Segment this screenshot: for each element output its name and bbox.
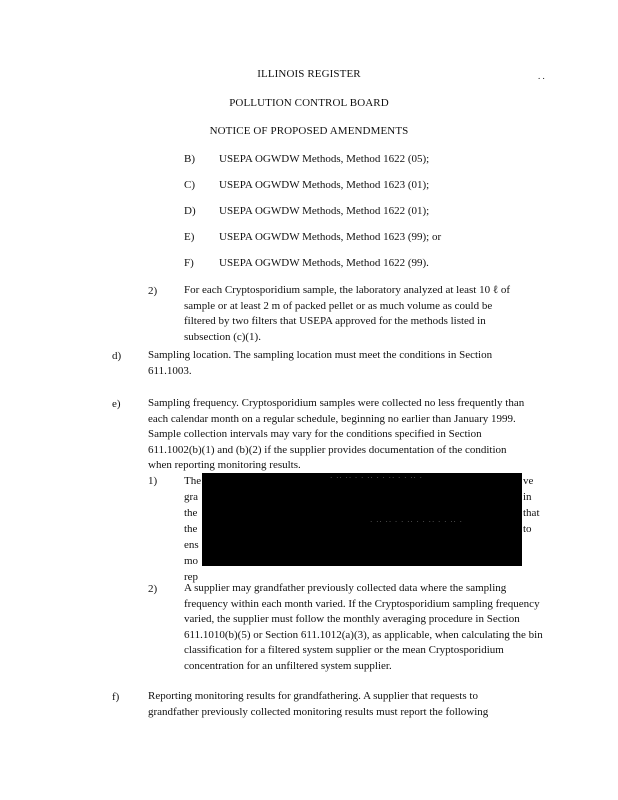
method-label: E): [184, 231, 195, 243]
redaction-block: [202, 473, 522, 566]
board-title: POLLUTION CONTROL BOARD: [229, 97, 389, 109]
notice-title: NOTICE OF PROPOSED AMENDMENTS: [209, 125, 409, 137]
section-label: d): [112, 350, 122, 362]
method-text: USEPA OGWDW Methods, Method 1623 (01);: [219, 179, 430, 191]
section-paragraph: Reporting monitoring results for grandfathering. A supplier that requests to grandfather previously collected monitoring results must report the following: [148, 690, 489, 718]
method-text: USEPA OGWDW Methods, Method 1623 (99); or: [219, 231, 442, 243]
item-paragraph: For each Cryptosporidium sample, the laboratory analyzed at least 10 ℓ of sample or at least 2 m of packed pellet or as much volume as could be filtered by two filters that USEPA approved for the methods listed in subsection (c)(1).: [184, 284, 511, 343]
method-text: USEPA OGWDW Methods, Method 1622 (99).: [219, 257, 429, 269]
corner-mark: . .: [538, 71, 545, 81]
text-fragment: The: [184, 475, 202, 487]
text-fragment: mo: [184, 555, 199, 567]
method-label: D): [184, 205, 196, 217]
method-label: C): [184, 179, 195, 191]
section-label: e): [112, 398, 121, 410]
text-fragment: to: [523, 523, 532, 535]
section-label: f): [112, 691, 120, 703]
item-paragraph: A supplier may grandfather previously collected data where the sampling frequency within each month varied. If the Cryptosporidium sampling frequency varied, the supplier must follow the monthly averaging procedure in Section 611.1010(b)(5) or Section 611.1012(a)(3), as applicable, when calculating the bin classification for a filtered system supplier or the mean Cryptosporidium concentration for an unfiltered system supplier.: [184, 582, 543, 672]
redaction-speck: · ·· ·· · · ·· · · ·· · · ·· ·: [370, 518, 463, 526]
item-label: 2): [148, 583, 158, 595]
item-label: 1): [148, 475, 158, 487]
text-fragment: ens: [184, 539, 199, 551]
text-fragment: gra: [184, 491, 199, 503]
item-label: 2): [148, 285, 158, 297]
text-fragment: ve: [523, 475, 534, 487]
text-fragment: rep: [184, 571, 199, 583]
text-fragment: in: [523, 491, 532, 503]
method-text: USEPA OGWDW Methods, Method 1622 (01);: [219, 205, 430, 217]
method-label: F): [184, 257, 194, 269]
register-title: ILLINOIS REGISTER: [257, 68, 361, 80]
text-fragment: that: [523, 507, 540, 519]
section-paragraph: Sampling frequency. Cryptosporidium samples were collected no less frequently than each calendar month on a regular schedule, beginning no earlier than January 1999. Sample collection intervals may vary for the conditions specified in Section 611.1002(b)(1) and (b)(2) if the supplier provides documentation of the condition when reporting monitoring results.: [148, 397, 525, 471]
redaction-speck: · ·· ·· · · ·· · · ·· · · ·· ·: [330, 474, 423, 482]
text-fragment: the: [184, 507, 198, 519]
section-paragraph: Sampling location. The sampling location must meet the conditions in Section 611.1003.: [148, 349, 493, 377]
method-text: USEPA OGWDW Methods, Method 1622 (05);: [219, 153, 430, 165]
text-fragment: the: [184, 523, 198, 535]
method-label: B): [184, 153, 195, 165]
